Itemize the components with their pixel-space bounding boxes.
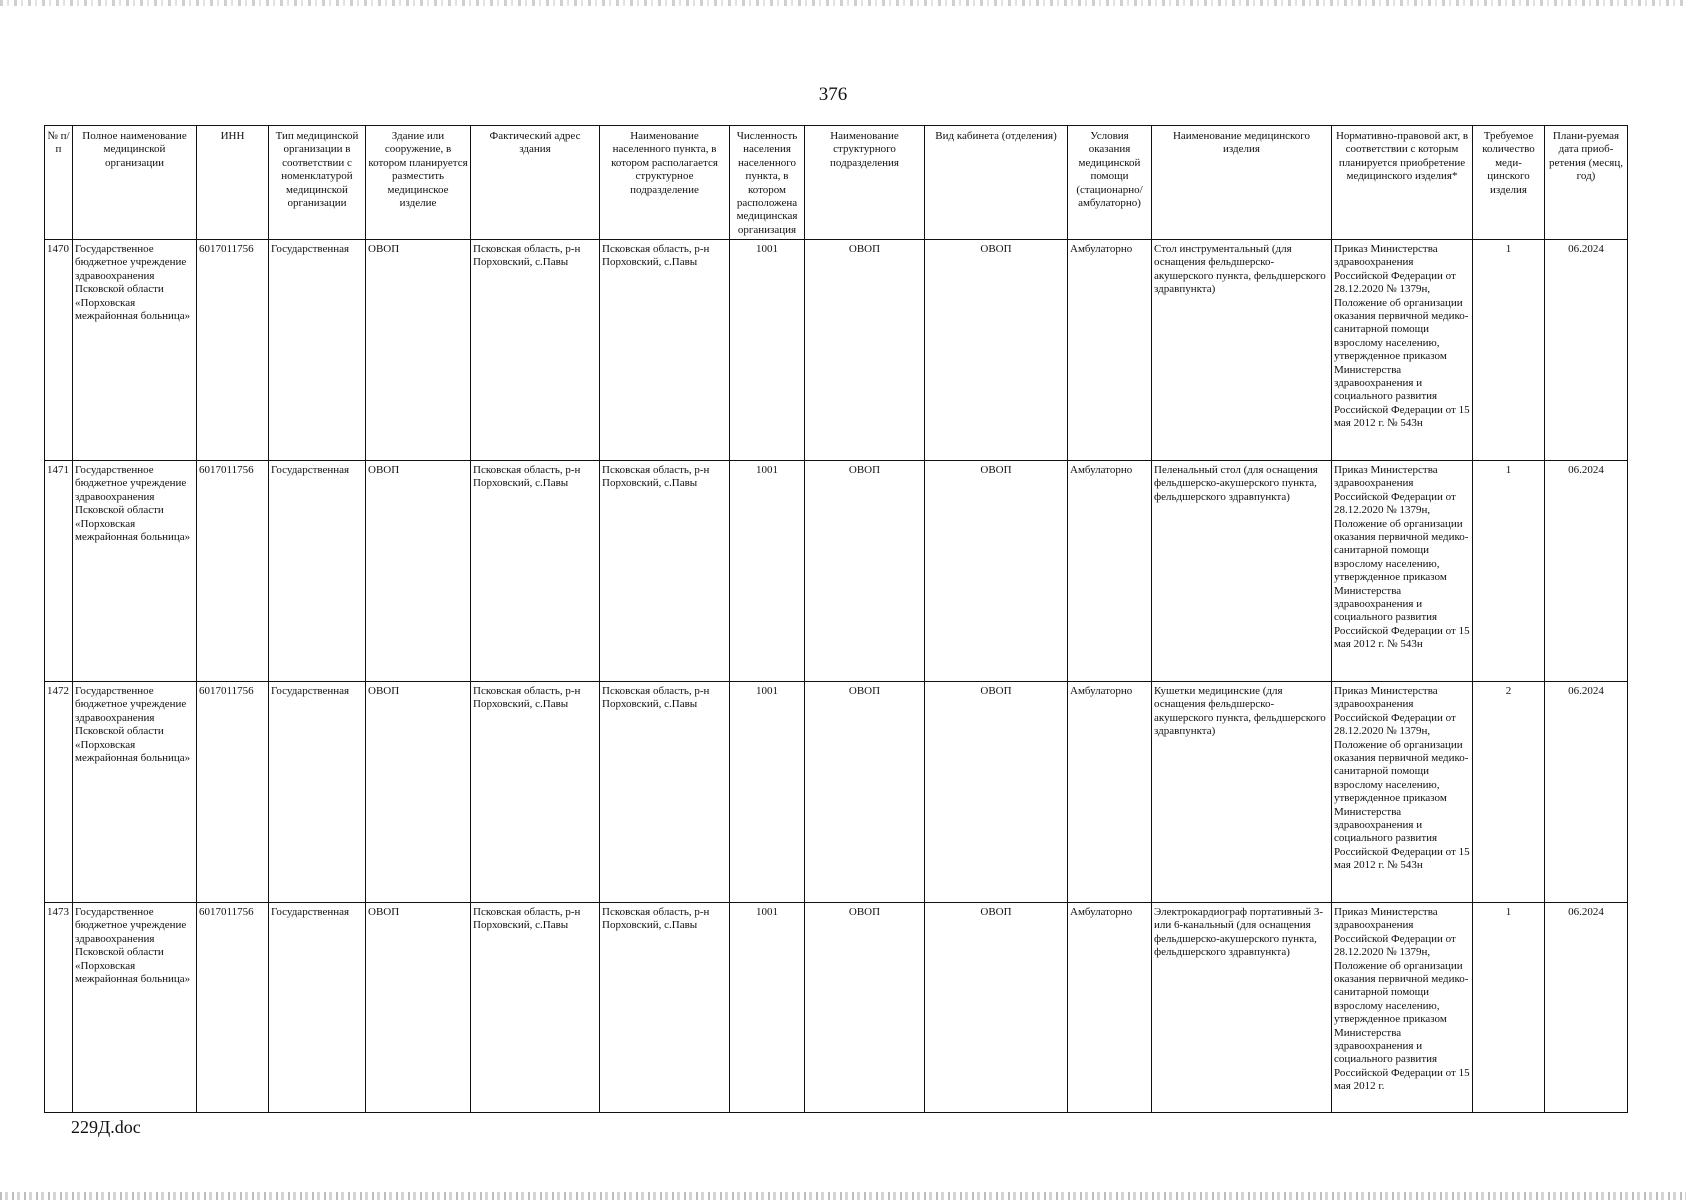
cell-num: 1471 bbox=[45, 461, 73, 682]
cell-cabinet: ОВОП bbox=[925, 903, 1068, 1113]
cell-population: 1001 bbox=[730, 682, 805, 903]
cell-building: ОВОП bbox=[366, 240, 471, 461]
cell-org: Государственное бюджетное учреждение здравоохранения Псковской области «Порховская межрайонная больница» bbox=[73, 240, 197, 461]
cell-type: Государственная bbox=[269, 240, 366, 461]
cell-building: ОВОП bbox=[366, 461, 471, 682]
cell-num: 1470 bbox=[45, 240, 73, 461]
table-row bbox=[45, 240, 1628, 461]
col-header-building: Здание или сооружение, в котором планируется разместить медицинское изделие bbox=[366, 126, 471, 240]
cell-device: Кушетки медицинские (для оснащения фельдшерско-акушерского пункта, фельдшерского здравпункта) bbox=[1152, 682, 1332, 903]
col-header-address: Фактический адрес здания bbox=[471, 126, 600, 240]
cell-address: Псковская область, р-н Порховский, с.Павы bbox=[471, 903, 600, 1113]
col-header-population: Численность населения населенного пункта, в котором расположена медицинская организация bbox=[730, 126, 805, 240]
cell-inn: 6017011756 bbox=[197, 461, 269, 682]
cell-org: Государственное бюджетное учреждение здравоохранения Псковской области «Порховская межрайонная больница» bbox=[73, 461, 197, 682]
cell-qty: 1 bbox=[1473, 461, 1545, 682]
cell-address: Псковская область, р-н Порховский, с.Павы bbox=[471, 461, 600, 682]
table-header-row bbox=[45, 126, 1628, 240]
cell-qty: 2 bbox=[1473, 682, 1545, 903]
cell-date: 06.2024 bbox=[1545, 682, 1628, 903]
cell-act: Приказ Министерства здравоохранения Российской Федерации от 28.12.2020 № 1379н, Положение об организации оказания первичной медико-санитарной помощи взрослому населению, утвержденное приказом Министерства здравоохранения и социального развития Российской Федерации от 15 мая 2012 г. № 543н bbox=[1332, 240, 1473, 461]
col-header-qty: Требуемое количество меди-цинского изделия bbox=[1473, 126, 1545, 240]
cell-unit: ОВОП bbox=[805, 682, 925, 903]
cell-date: 06.2024 bbox=[1545, 903, 1628, 1113]
cell-unit: ОВОП bbox=[805, 903, 925, 1113]
cell-num: 1472 bbox=[45, 682, 73, 903]
cell-device: Электрокардиограф портативный 3- или 6-канальный (для оснащения фельдшерско-акушерского пункта, фельдшерского здравпункта) bbox=[1152, 903, 1332, 1113]
cell-org: Государственное бюджетное учреждение здравоохранения Псковской области «Порховская межрайонная больница» bbox=[73, 682, 197, 903]
table-row bbox=[45, 461, 1628, 682]
cell-population: 1001 bbox=[730, 903, 805, 1113]
cell-unit: ОВОП bbox=[805, 240, 925, 461]
col-header-device: Наименование медицинского изделия bbox=[1152, 126, 1332, 240]
cell-act: Приказ Министерства здравоохранения Российской Федерации от 28.12.2020 № 1379н, Положение об организации оказания первичной медико-санитарной помощи взрослому населению, утвержденное приказом Министерства здравоохранения и социального развития Российской Федерации от 15 мая 2012 г. bbox=[1332, 903, 1473, 1113]
cell-device: Стол инструментальный (для оснащения фельдшерско-акушерского пункта, фельдшерского здравпункта) bbox=[1152, 240, 1332, 461]
cell-act: Приказ Министерства здравоохранения Российской Федерации от 28.12.2020 № 1379н, Положение об организации оказания первичной медико-санитарной помощи взрослому населению, утвержденное приказом Министерства здравоохранения и социального развития Российской Федерации от 15 мая 2012 г. № 543н bbox=[1332, 682, 1473, 903]
table-row bbox=[45, 682, 1628, 903]
cell-building: ОВОП bbox=[366, 682, 471, 903]
cell-date: 06.2024 bbox=[1545, 461, 1628, 682]
equipment-table bbox=[44, 125, 1628, 1113]
cell-inn: 6017011756 bbox=[197, 682, 269, 903]
cell-qty: 1 bbox=[1473, 903, 1545, 1113]
cell-num: 1473 bbox=[45, 903, 73, 1113]
equipment-table-wrapper bbox=[44, 125, 1627, 1112]
cell-address: Псковская область, р-н Порховский, с.Павы bbox=[471, 240, 600, 461]
cell-cabinet: ОВОП bbox=[925, 240, 1068, 461]
cell-conditions: Амбулаторно bbox=[1068, 903, 1152, 1113]
cell-settlement: Псковская область, р-н Порховский, с.Павы bbox=[600, 240, 730, 461]
col-header-org: Полное наименование медицинской организации bbox=[73, 126, 197, 240]
cell-act: Приказ Министерства здравоохранения Российской Федерации от 28.12.2020 № 1379н, Положение об организации оказания первичной медико-санитарной помощи взрослому населению, утвержденное приказом Министерства здравоохранения и социального развития Российской Федерации от 15 мая 2012 г. № 543н bbox=[1332, 461, 1473, 682]
cell-date: 06.2024 bbox=[1545, 240, 1628, 461]
cell-settlement: Псковская область, р-н Порховский, с.Павы bbox=[600, 903, 730, 1113]
cell-address: Псковская область, р-н Порховский, с.Павы bbox=[471, 682, 600, 903]
cell-device: Пеленальный стол (для оснащения фельдшерско-акушерского пункта, фельдшерского здравпункта) bbox=[1152, 461, 1332, 682]
table-row bbox=[45, 903, 1628, 1113]
col-header-unit: Наименование структурного подразделения bbox=[805, 126, 925, 240]
col-header-act: Нормативно-правовой акт, в соответствии с которым планируется приобретение медицинского изделия* bbox=[1332, 126, 1473, 240]
cell-cabinet: ОВОП bbox=[925, 682, 1068, 903]
footer-filename: 229Д.doc bbox=[71, 1117, 141, 1137]
scan-edge-top bbox=[0, 0, 1686, 6]
cell-type: Государственная bbox=[269, 461, 366, 682]
col-header-settlement: Наименование населенного пункта, в котором располагается структурное подразделение bbox=[600, 126, 730, 240]
cell-building: ОВОП bbox=[366, 903, 471, 1113]
cell-population: 1001 bbox=[730, 240, 805, 461]
cell-conditions: Амбулаторно bbox=[1068, 682, 1152, 903]
cell-population: 1001 bbox=[730, 461, 805, 682]
col-header-cabinet: Вид кабинета (отделения) bbox=[925, 126, 1068, 240]
cell-settlement: Псковская область, р-н Порховский, с.Павы bbox=[600, 461, 730, 682]
cell-cabinet: ОВОП bbox=[925, 461, 1068, 682]
cell-unit: ОВОП bbox=[805, 461, 925, 682]
cell-org: Государственное бюджетное учреждение здравоохранения Псковской области «Порховская межрайонная больница» bbox=[73, 903, 197, 1113]
col-header-num: № п/п bbox=[45, 126, 73, 240]
col-header-date: Плани-руемая дата приоб-ретения (месяц, год) bbox=[1545, 126, 1628, 240]
col-header-type: Тип медицинской организации в соответствии с номенклатурой медицинской организации bbox=[269, 126, 366, 240]
cell-type: Государственная bbox=[269, 682, 366, 903]
cell-qty: 1 bbox=[1473, 240, 1545, 461]
cell-inn: 6017011756 bbox=[197, 903, 269, 1113]
page-number: 376 bbox=[818, 84, 848, 105]
cell-conditions: Амбулаторно bbox=[1068, 240, 1152, 461]
col-header-conditions: Условия оказания медицинской помощи (стационарно/ амбулаторно) bbox=[1068, 126, 1152, 240]
cell-inn: 6017011756 bbox=[197, 240, 269, 461]
cell-settlement: Псковская область, р-н Порховский, с.Павы bbox=[600, 682, 730, 903]
scan-edge-bottom bbox=[0, 1192, 1686, 1200]
cell-conditions: Амбулаторно bbox=[1068, 461, 1152, 682]
col-header-inn: ИНН bbox=[197, 126, 269, 240]
cell-type: Государственная bbox=[269, 903, 366, 1113]
